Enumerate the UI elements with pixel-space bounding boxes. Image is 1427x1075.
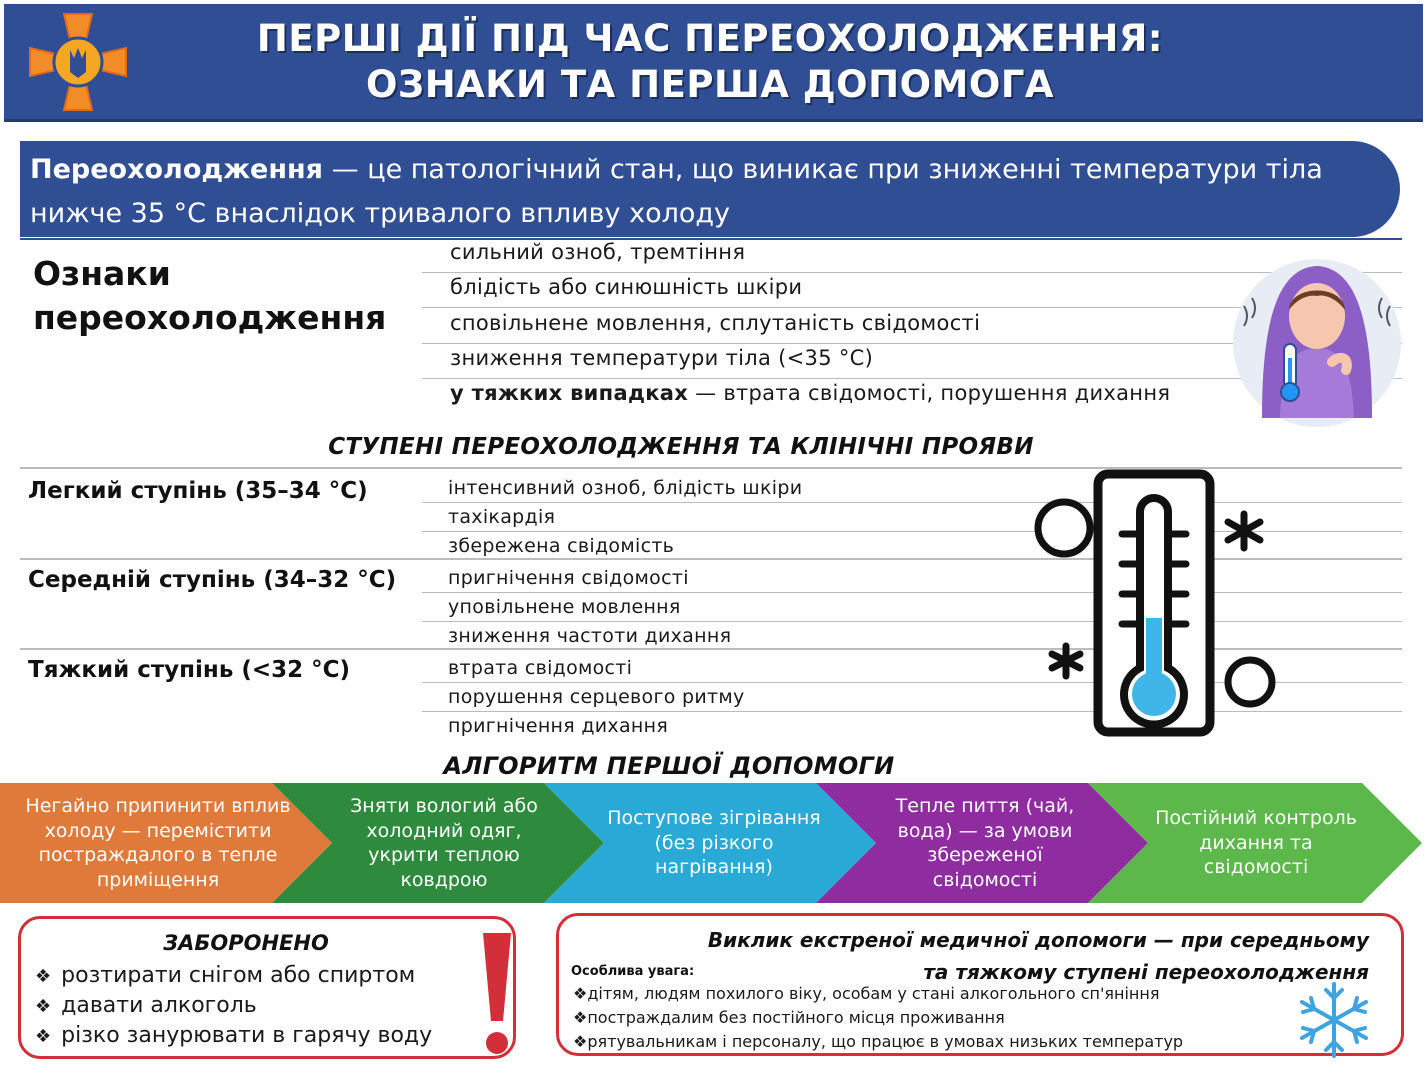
definition-term: Переохолодження — [30, 154, 324, 185]
forbidden-item: ❖ різко занурювати в гарячу воду — [35, 1023, 433, 1048]
algorithm-step-5: Постійний контроль дихання та свідомості — [1155, 807, 1357, 879]
stage-item: збережена свідомість — [448, 535, 675, 557]
stage-item: пригнічення дихання — [448, 715, 669, 737]
snowflake-icon — [1289, 980, 1379, 1060]
forbidden-box — [18, 916, 516, 1059]
algorithm-steps — [0, 783, 1427, 903]
stage-item: зниження частоти дихання — [448, 625, 732, 647]
bullet-icon: ❖ — [35, 996, 52, 1017]
stage-item: пригнічення свідомості — [422, 564, 1402, 593]
page-title — [150, 16, 1270, 108]
dsns-cross-emblem-icon — [26, 10, 130, 114]
emergency-title-line-2: та тяжкому ступені переохолодження — [923, 960, 1369, 984]
stage-item: інтенсивний озноб, блідість шкіри — [422, 474, 1402, 503]
sign-item: зниження температури тіла (<35 °С) — [422, 344, 1402, 379]
emergency-item: ❖постраждалим без постійного місця проживання — [573, 1008, 1005, 1027]
sign-item: у тяжких випадках — втрата свідомості, порушення дихання — [450, 381, 1171, 405]
bullet-icon: ❖ — [573, 1032, 588, 1051]
stage-mild-title: Легкий ступінь (35–34 °С) — [28, 478, 368, 504]
stage-item: порушення серцевого ритму — [422, 683, 1402, 712]
stage-item: тахікардія — [422, 503, 1402, 532]
definition-text — [30, 148, 1390, 236]
stages-heading: СТУПЕНІ ПЕРЕОХОЛОДЖЕННЯ ТА КЛІНІЧНІ ПРОЯВИ — [328, 434, 1034, 460]
bullet-icon: ❖ — [573, 984, 588, 1003]
signs-title-line-1: Ознаки — [33, 254, 171, 293]
emergency-item: ❖рятувальникам і персоналу, що працює в умовах низьких температур — [573, 1032, 1184, 1051]
emergency-box — [556, 913, 1404, 1056]
algorithm-step-4: Тепле пиття (чай, вода) — за умови збереженої свідомості — [895, 795, 1075, 891]
emergency-item: ❖дітям, людям похилого віку, особам у стані алкогольного сп'яніння — [573, 984, 1160, 1003]
sign-item: сповільнене мовлення, сплутаність свідомості — [422, 309, 1402, 344]
stage-severe-title: Тяжкий ступінь (<32 °С) — [28, 657, 351, 683]
sign-item: блідість або синюшність шкіри — [422, 273, 1402, 308]
algorithm-step-3: Поступове зігрівання (без різкого нагрівання) — [607, 807, 821, 879]
stage-moderate-title: Середній ступінь (34–32 °С) — [28, 567, 397, 593]
algorithm-heading: АЛГОРИТМ ПЕРШОЇ ДОПОМОГИ — [443, 752, 895, 780]
stage-item: уповільнене мовлення — [422, 593, 1402, 622]
bullet-icon: ❖ — [35, 966, 52, 987]
thermometer-snow-icon — [1022, 468, 1282, 740]
sign-item: сильний озноб, тремтіння — [422, 238, 1402, 273]
forbidden-item: ❖ давати алкоголь — [35, 993, 257, 1018]
algorithm-step-2: Зняти вологий або холодний одяг, укрити теплою ковдрою — [350, 795, 538, 891]
exclamation-icon — [477, 929, 517, 1057]
stage-item: втрата свідомості — [422, 654, 1402, 683]
emergency-note-label: Особлива увага: — [571, 964, 695, 979]
signs-title-line-2: переохолодження — [33, 298, 387, 337]
emergency-title-line-1: Виклик екстреної медичної допомоги — при середньому — [707, 928, 1369, 952]
algorithm-step-1: Негайно припинити вплив холоду — перемістити постраждалого в тепле приміщення — [25, 795, 291, 891]
forbidden-item: ❖ розтирати снігом або спиртом — [35, 963, 416, 988]
bullet-icon: ❖ — [35, 1026, 52, 1047]
definition-body: — це патологічний стан, що виникає при зниженні температури тіла нижче 35 °С внаслідок тривалого впливу холоду — [30, 154, 1323, 229]
page-title-line-1: ПЕРШІ ДІЇ ПІД ЧАС ПЕРЕОХОЛОДЖЕННЯ: — [256, 17, 1164, 60]
bullet-icon: ❖ — [573, 1008, 588, 1027]
forbidden-title: ЗАБОРОНЕНО — [163, 931, 329, 955]
page-title-line-2: ОЗНАКИ ТА ПЕРША ДОПОМОГА — [365, 63, 1055, 106]
signs-title — [33, 252, 386, 340]
cold-person-avatar-icon — [1232, 258, 1402, 428]
